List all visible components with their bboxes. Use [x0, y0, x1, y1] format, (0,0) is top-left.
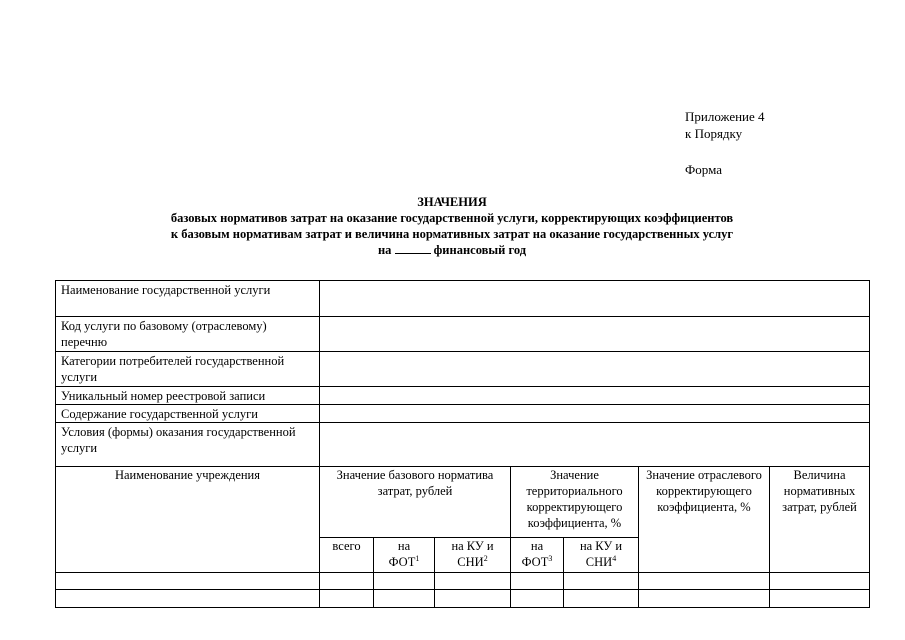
field-label: Код услуги по базовому (отраслевому) перечню: [56, 317, 320, 352]
subheader-total: всего: [320, 538, 374, 573]
table-cell[interactable]: [564, 590, 639, 608]
form-label: Форма: [685, 162, 722, 177]
field-value[interactable]: [320, 281, 870, 317]
column-header-territorial: Значение территориального корректирующего коэффициента, %: [511, 467, 639, 538]
table-cell[interactable]: [374, 573, 435, 590]
field-label: Содержание государственной услуги: [56, 405, 320, 423]
footnote-2: 2: [483, 553, 488, 563]
column-header-norm-costs: Величина нормативных затрат, рублей: [770, 467, 870, 573]
footnote-3: 3: [548, 553, 553, 563]
subheader-ku-territorial: [564, 538, 639, 573]
subheader-ku2-label: СНИ: [585, 555, 613, 569]
field-label: Наименование государственной услуги: [56, 281, 320, 317]
table-cell[interactable]: [770, 573, 870, 590]
table-row: [56, 590, 870, 608]
field-row: [56, 423, 870, 467]
title-year-suffix: финансовый год: [433, 243, 527, 257]
subheader-ku: [435, 538, 511, 573]
field-label: Условия (формы) оказания государственной услуги: [56, 423, 320, 467]
table-cell[interactable]: [564, 573, 639, 590]
subheader-fot-label: ФОТ: [388, 555, 416, 569]
table-cell[interactable]: [639, 590, 770, 608]
table-cell[interactable]: [435, 590, 511, 608]
field-row: [56, 317, 870, 352]
subheader-ku-label: СНИ: [457, 555, 484, 569]
table-row: [56, 573, 870, 590]
field-row: [56, 352, 870, 387]
appendix-header: [685, 108, 765, 178]
title-main: ЗНАЧЕНИЯ: [417, 195, 487, 209]
table-cell[interactable]: [320, 573, 374, 590]
subheader-fot-prefix: на: [397, 539, 411, 553]
subheader-fot: [374, 538, 435, 573]
table-cell[interactable]: [639, 573, 770, 590]
field-value[interactable]: [320, 423, 870, 467]
table-cell[interactable]: [374, 590, 435, 608]
subheader-fot2-label: ФОТ: [521, 555, 549, 569]
field-label: Уникальный номер реестровой записи: [56, 387, 320, 405]
table-cell[interactable]: [320, 590, 374, 608]
field-row: [56, 405, 870, 423]
appendix-reference: к Порядку: [685, 126, 743, 141]
field-value[interactable]: [320, 405, 870, 423]
footnote-1: 1: [415, 553, 420, 563]
table-cell[interactable]: [511, 590, 564, 608]
field-row: [56, 387, 870, 405]
field-value[interactable]: [320, 387, 870, 405]
title-line-2: к базовым нормативам затрат и величина нормативных затрат на оказание государственных услуг: [170, 227, 734, 241]
table-cell[interactable]: [56, 573, 320, 590]
column-header-sector: Значение отраслевого корректирующего коэффициента, %: [639, 467, 770, 573]
title-year-prefix: на: [377, 243, 392, 257]
footnote-4: 4: [612, 553, 617, 563]
header-row: [56, 467, 870, 538]
title-line-3: [52, 242, 852, 258]
document-title: [52, 194, 852, 258]
field-label: Категории потребителей государственной услуги: [56, 352, 320, 387]
table-cell[interactable]: [770, 590, 870, 608]
column-header-base-norm: Значение базового норматива затрат, рублей: [320, 467, 511, 538]
field-value[interactable]: [320, 317, 870, 352]
field-row: [56, 281, 870, 317]
table-cell[interactable]: [511, 573, 564, 590]
subheader-fot2-prefix: на: [530, 539, 544, 553]
title-line-1: базовых нормативов затрат на оказание государственной услуги, корректирующих коэффициентов: [170, 211, 734, 225]
appendix-number: Приложение 4: [685, 109, 765, 124]
subheader-fot-territorial: [511, 538, 564, 573]
subheader-ku2-prefix: на КУ и: [579, 539, 623, 553]
table-cell[interactable]: [56, 590, 320, 608]
table-cell[interactable]: [435, 573, 511, 590]
column-header-institution: Наименование учреждения: [56, 467, 320, 573]
subheader-ku-prefix: на КУ и: [451, 539, 494, 553]
year-blank: [395, 242, 431, 254]
field-value[interactable]: [320, 352, 870, 387]
form-table: [55, 280, 870, 608]
